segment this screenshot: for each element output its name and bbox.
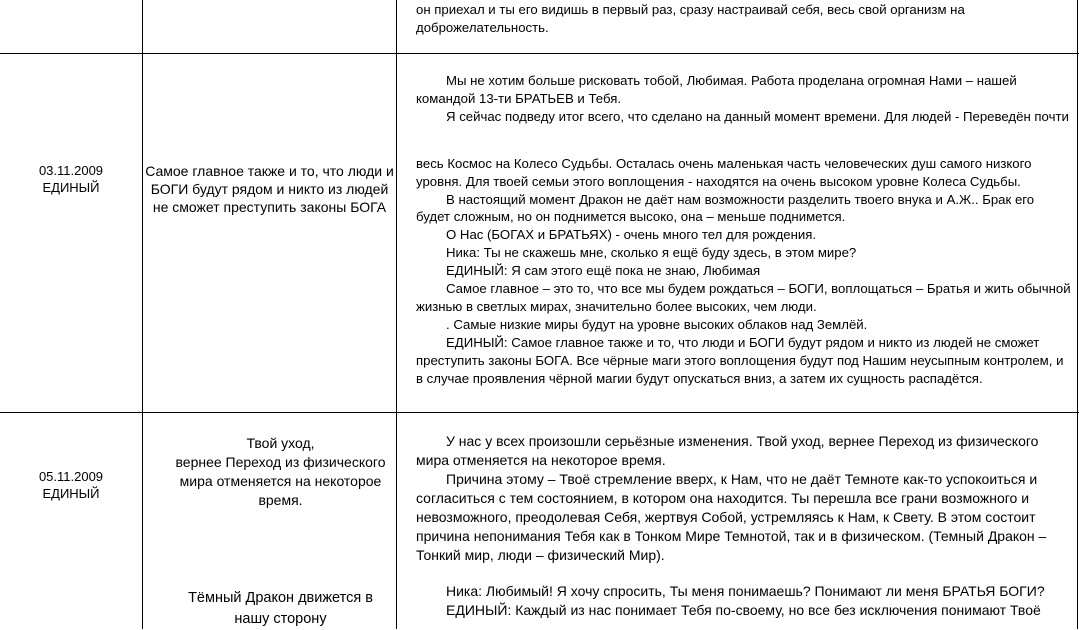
summary-line: мира отменяется на некоторое [179,473,382,489]
paragraph: ЕДИНЫЙ: Самое главное также и то, что люди и БОГИ будут рядом и никто из людей не сможет преступить законы БОГА. Все чёрные маги этого воплощения будут под Нашим неусыпным контролем, и в случае проявления чёрной магии будут опускаться вниз, а затем их сущность распадётся. [416,334,1064,386]
paragraph: Ника: Ты не скажешь мне, сколько я ещё буду здесь, в этом мире? [446,245,857,261]
paragraph: Самое главное – это то, что все мы будем рождаться – БОГИ, воплощаться – Братья и жить обычной жизнью в светлых мирах, значительно более высоких, чем люди. [416,281,1071,314]
paragraph: Причина этому – Твоё стремление вверх, к Нам, что не даёт Темноте как-то успокоиться и согласиться с тем состоянием, в котором она находится. Ты перешла все грани возможного и невозможного, преодолевая Себя, жертвуя Собой, устремляясь к Нам, к Свету. В этом состоит причина непонимания Тебя как в Тонком Мире Темнотой, так и в физическом. (Темный Дракон – Тонкий мир, люди – физический Мир). [416,471,1047,563]
entry-author: ЕДИНЫЙ [42,180,100,195]
summary-line: БОГИ будут рядом и никто из людей [150,181,389,197]
row-1-date-cell [0,162,142,196]
row-1-summary [143,162,396,216]
paragraph: весь Космос на Колесо Судьбы. Осталась очень маленькая часть человеческих душ самого низкого уровня. Для твоей семьи этого воплощения - находятся на очень высоком уровне Колеса Судьбы. [416,155,1032,189]
summary-line: нашу сторону [234,611,327,627]
row-2-date-cell [0,468,142,502]
paragraph: он приехал и ты его видишь в первый раз, сразу настраивай себя, весь свой организм на [416,2,965,17]
entry-author: ЕДИНЫЙ [42,486,100,501]
summary-line: Тёмный Дракон движется в [188,590,373,606]
row-divider [0,412,1079,413]
paragraph: В настоящий момент Дракон не даёт нам возможности разделить твоего внука и А.Ж.. Брак его будет сложным, но он поднимется высоко, она – меньше поднимется. [416,191,1035,225]
row-divider [0,53,1079,54]
summary-line: время. [258,492,303,508]
summary-line: не сможет преступить законы БОГА [152,199,387,215]
column-divider [1077,0,1078,629]
paragraph-spacer [416,565,1074,579]
row-2-summary-second [143,588,418,630]
paragraph: . Самые низкие миры будут на уровне высоких облаков над Землёй. [446,316,868,332]
row-2-summary [143,434,418,510]
paragraph: Ника: Любимый! Я хочу спросить, Ты меня понимаешь? Понимают ли меня БРАТЬЯ БОГИ? [446,583,1045,599]
paragraph: О Нас (БОГАХ и БРАТЬЯХ) - очень много тел для рождения. [446,227,817,243]
column-divider [396,0,397,629]
paragraph: доброжелательность. [416,19,549,35]
row-1-text [416,72,1071,388]
row-0-text [416,1,1076,37]
column-divider [142,0,143,629]
summary-line: вернее Переход из физического [175,454,386,470]
summary-line: Твой уход, [246,435,315,451]
paragraph: Мы не хотим больше рисковать тобой, Любимая. Работа проделана огромная Нами – нашей командой 13-ти БРАТЬЕВ и Тебя. [416,73,1017,106]
paragraph: ЕДИНЫЙ: Каждый из нас понимает Тебя по-своему, но все без исключения понимают Твоё [446,602,1041,618]
paragraph: ЕДИНЫЙ: Я сам этого ещё пока не знаю, Любимая [446,263,761,279]
paragraph: У нас у всех произошли серьёзные изменения. Твой уход, вернее Переход из физического мира отменяется на некоторое время. [416,433,1039,468]
paragraph: Я сейчас подведу итог всего, что сделано на данный момент времени. Для людей - Переведён почти [446,108,1069,124]
summary-line: Самое главное также и то, что люди и [145,163,394,179]
entry-date: 03.11.2009 [38,163,104,178]
entry-date: 05.11.2009 [38,469,104,484]
paragraph-spacer [416,126,1071,155]
row-2-text [416,432,1074,620]
